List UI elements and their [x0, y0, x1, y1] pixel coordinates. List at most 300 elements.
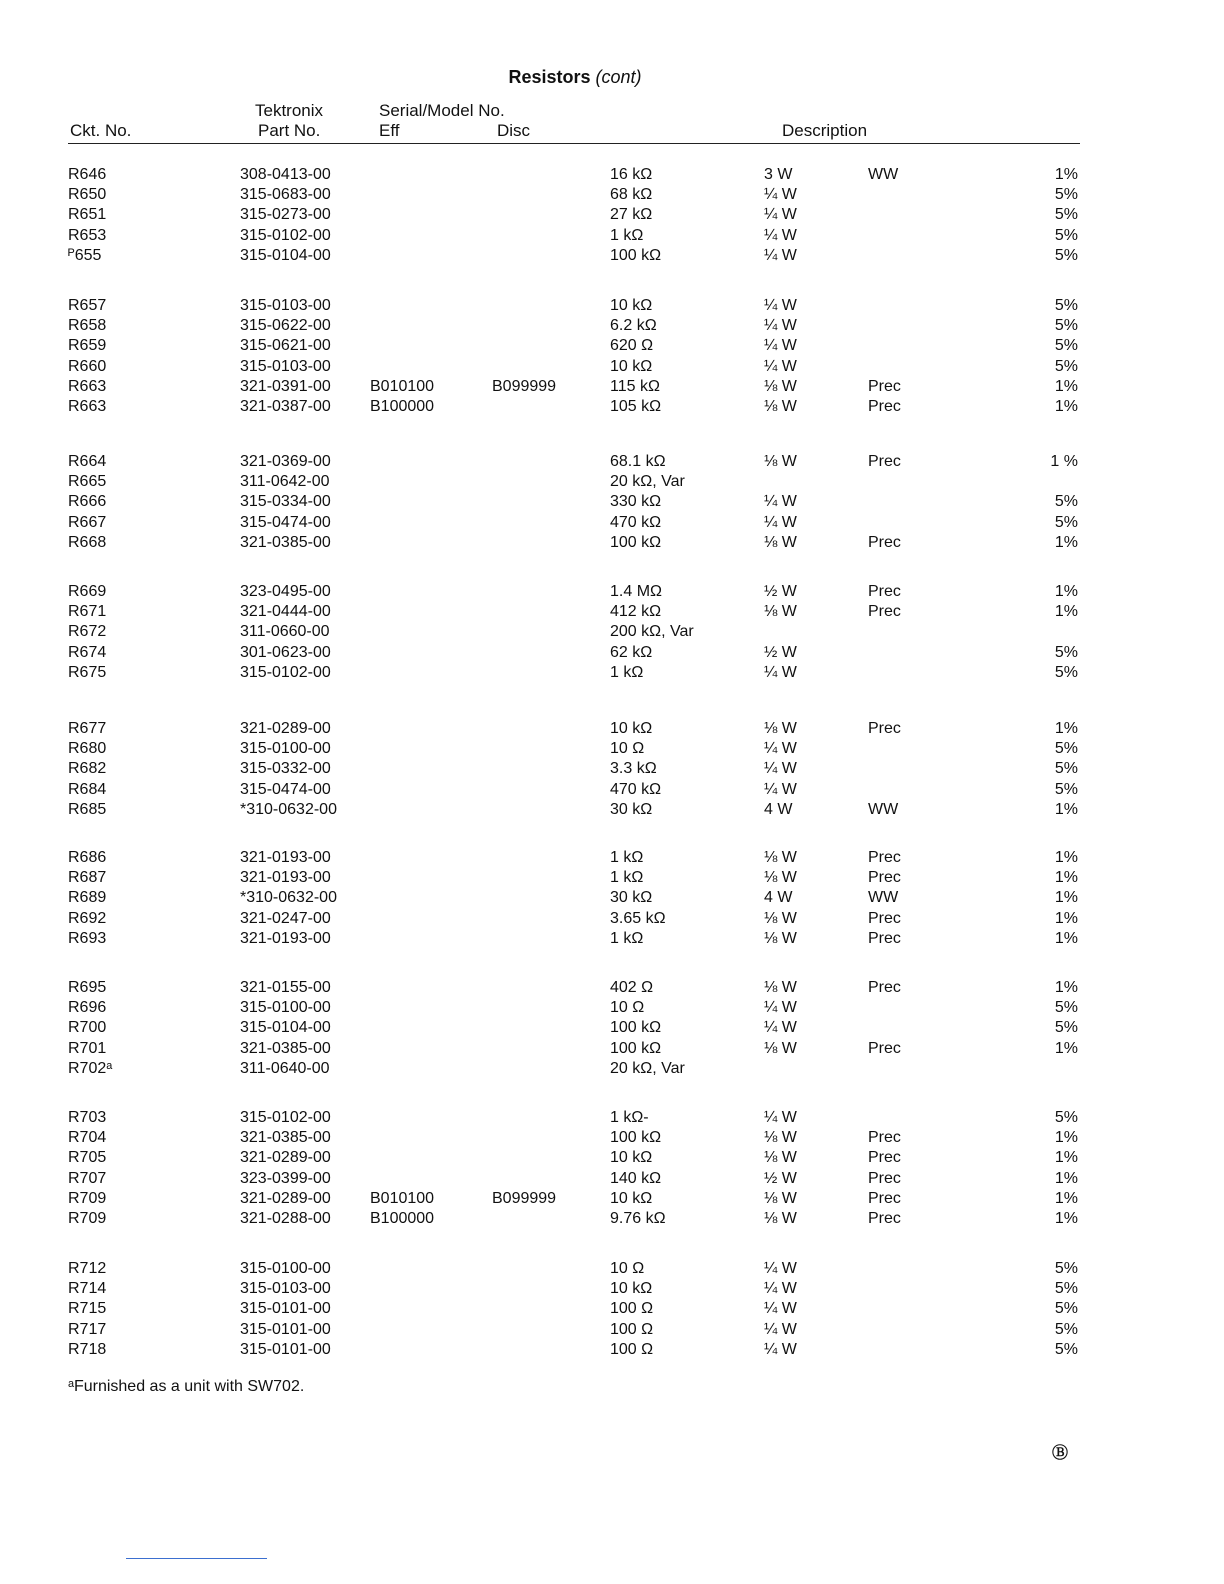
cell-tol: 5%	[1054, 1300, 1078, 1318]
table-row	[0, 739, 1224, 759]
cell-type: Prec	[868, 377, 901, 395]
cell-part: 321-0193-00	[240, 929, 331, 947]
cell-ckt: R675	[68, 663, 107, 681]
cell-tol: 5%	[1054, 780, 1078, 798]
cell-watt: ¼ W	[764, 317, 797, 335]
cell-part: 315-0103-00	[240, 1280, 331, 1298]
cell-tol: 1%	[1054, 800, 1078, 818]
cell-part: 321-0387-00	[240, 398, 331, 415]
table-row	[0, 165, 1224, 185]
cell-ckt: R665	[68, 473, 107, 491]
table-row	[0, 1209, 1224, 1229]
cell-tol: 5%	[1054, 1260, 1078, 1277]
cell-ckt: R709	[68, 1189, 107, 1207]
page-title	[0, 67, 1150, 88]
cell-watt: ⅛ W	[764, 453, 797, 470]
cell-value: 105 kΩ	[610, 398, 662, 415]
cell-part: 321-0289-00	[240, 1149, 331, 1167]
cell-watt: ¼ W	[764, 1260, 797, 1277]
cell-eff: B100000	[370, 1210, 435, 1227]
cell-value: 30 kΩ	[610, 800, 653, 818]
cell-tol: 1%	[1054, 1169, 1078, 1187]
cell-ckt: R658	[68, 317, 107, 335]
table-row	[0, 1108, 1224, 1128]
cell-part: 315-0332-00	[240, 760, 331, 778]
table-row	[0, 492, 1224, 512]
cell-eff: B010100	[370, 377, 435, 395]
cell-value: 100 kΩ	[610, 1039, 662, 1057]
cell-tol: 5%	[1054, 186, 1078, 204]
cell-tol: 1%	[1054, 1149, 1078, 1167]
cell-value: 100 kΩ	[610, 1019, 662, 1037]
cell-value: 10 kΩ	[610, 357, 653, 375]
cell-ckt: R689	[68, 889, 107, 907]
cell-watt: ⅛ W	[764, 533, 797, 551]
cell-value: 100 kΩ	[610, 533, 662, 551]
table-row	[0, 1340, 1224, 1360]
cell-tol: 1%	[1054, 849, 1078, 866]
cell-value: 10 kΩ	[610, 297, 653, 314]
cell-value: 100 Ω	[610, 1300, 654, 1318]
cell-part: 321-0385-00	[240, 1039, 331, 1057]
cell-tol: 1 %	[1050, 453, 1078, 470]
table-row	[0, 800, 1224, 820]
cell-value: 115 kΩ	[610, 377, 660, 395]
cell-watt: ½ W	[764, 643, 797, 661]
cell-value: 20 kΩ, Var	[610, 473, 685, 491]
cell-type: Prec	[868, 453, 901, 470]
table-row	[0, 1169, 1224, 1189]
cell-part: 315-0100-00	[240, 999, 331, 1017]
cell-ckt: R707	[68, 1169, 107, 1187]
cell-ckt: R663	[68, 398, 107, 415]
cell-ckt: R672	[68, 623, 107, 641]
cell-tol: 5%	[1054, 999, 1078, 1017]
table-row	[0, 978, 1224, 998]
cell-part: 315-0104-00	[240, 1019, 331, 1037]
cell-watt: ⅛ W	[764, 377, 797, 395]
table-row	[0, 780, 1224, 800]
header-description: Description	[782, 121, 868, 140]
header-eff: Eff	[379, 121, 400, 140]
cell-watt: ¼ W	[764, 663, 797, 681]
cell-watt: ¼ W	[764, 493, 797, 511]
cell-disc: B099999	[492, 377, 557, 395]
cell-type: Prec	[868, 1169, 901, 1187]
cell-part: 323-0399-00	[240, 1169, 331, 1187]
table-row	[0, 246, 1224, 266]
table-row	[0, 296, 1224, 316]
cell-watt: ¼ W	[764, 337, 797, 355]
cell-part: 321-0247-00	[240, 909, 331, 927]
cell-part: 315-0101-00	[240, 1300, 331, 1318]
cell-value: 6.2 kΩ	[610, 317, 657, 335]
cell-part: 321-0288-00	[240, 1210, 331, 1227]
cell-tol: 5%	[1054, 493, 1078, 511]
table-row	[0, 472, 1224, 492]
table-row	[0, 909, 1224, 929]
table-row	[0, 759, 1224, 779]
cell-tol: 5%	[1054, 643, 1078, 661]
table-row	[0, 1279, 1224, 1299]
cell-part: 321-0193-00	[240, 869, 331, 887]
header-rule	[68, 143, 1080, 144]
cell-tol: 1%	[1054, 398, 1078, 415]
cell-ckt: R677	[68, 720, 107, 737]
cell-watt: ½ W	[764, 1169, 797, 1187]
cell-tol: 1%	[1054, 720, 1078, 737]
cell-value: 140 kΩ	[610, 1169, 662, 1187]
cell-part: 321-0193-00	[240, 849, 331, 866]
table-row	[0, 357, 1224, 377]
cell-ckt: R651	[68, 206, 107, 224]
cell-watt: ¼ W	[764, 760, 797, 778]
cell-tol: 1%	[1054, 869, 1078, 887]
cell-ckt: R718	[68, 1340, 107, 1358]
header-tektronix: Tektronix	[255, 101, 324, 120]
cell-part: *310-0632-00	[240, 889, 337, 907]
cell-watt: ¼ W	[764, 1019, 797, 1037]
cell-part: 321-0155-00	[240, 979, 331, 996]
cell-part: 315-0273-00	[240, 206, 331, 224]
cell-ckt: R705	[68, 1149, 107, 1167]
table-row	[0, 533, 1224, 553]
cell-type: Prec	[868, 583, 901, 600]
cell-tol: 1%	[1054, 583, 1078, 600]
cell-ckt: R646	[68, 166, 107, 183]
cell-ckt: R696	[68, 999, 107, 1017]
cell-ckt: R693	[68, 929, 107, 947]
header-ckt-no: Ckt. No.	[70, 121, 132, 140]
cell-part: 311-0642-00	[240, 473, 330, 491]
cell-part: 311-0660-00	[240, 623, 330, 641]
cell-ckt: R682	[68, 760, 107, 778]
cell-value: 10 Ω	[610, 999, 645, 1017]
cell-type: Prec	[868, 1189, 901, 1207]
table-row	[0, 513, 1224, 533]
cell-ckt: R717	[68, 1320, 107, 1338]
cell-ckt: R701	[68, 1039, 107, 1057]
cell-watt: ½ W	[764, 583, 797, 600]
table-row	[0, 205, 1224, 225]
cell-value: 62 kΩ	[610, 643, 653, 661]
cell-ckt: R695	[68, 979, 107, 996]
cell-value: 1 kΩ	[610, 663, 644, 681]
cell-value: 68.1 kΩ	[610, 453, 666, 470]
cell-tol: 5%	[1054, 1280, 1078, 1298]
cell-type: Prec	[868, 869, 901, 887]
cell-ckt: R671	[68, 603, 107, 621]
cell-value: 330 kΩ	[610, 493, 662, 511]
header-disc: Disc	[497, 121, 531, 140]
cell-ckt: R666	[68, 493, 107, 511]
table-row	[0, 1259, 1224, 1279]
cell-watt: ⅛ W	[764, 720, 797, 737]
cell-watt: ⅛ W	[764, 1189, 797, 1207]
cell-watt: ¼ W	[764, 1320, 797, 1338]
cell-tol: 1%	[1054, 1129, 1078, 1147]
cell-tol: 5%	[1054, 337, 1078, 355]
cell-watt: ⅛ W	[764, 398, 797, 415]
cell-watt: ⅛ W	[764, 869, 797, 887]
cell-value: 100 kΩ	[610, 246, 662, 264]
cell-ckt: R657	[68, 297, 107, 314]
cell-ckt: R700	[68, 1019, 107, 1037]
cell-ckt: R684	[68, 780, 107, 798]
cell-value: 16 kΩ	[610, 166, 653, 183]
cell-watt: ¼ W	[764, 1300, 797, 1318]
cell-type: Prec	[868, 533, 901, 551]
footnote: ᵃFurnished as a unit with SW702.	[68, 1378, 305, 1395]
cell-part: 315-0102-00	[240, 663, 331, 681]
cell-ckt: R702ᵃ	[68, 1059, 113, 1077]
cell-tol: 5%	[1054, 246, 1078, 264]
cell-tol: 1%	[1054, 889, 1078, 907]
cell-value: 402 Ω	[610, 979, 654, 996]
cell-type: Prec	[868, 929, 901, 947]
cell-watt: ¼ W	[764, 740, 797, 758]
cell-value: 470 kΩ	[610, 513, 662, 531]
cell-ckt: R659	[68, 337, 107, 355]
cell-part: 315-0100-00	[240, 1260, 331, 1277]
cell-part: 315-0102-00	[240, 226, 331, 244]
cell-watt: 4 W	[764, 889, 793, 907]
cell-watt: ¼ W	[764, 1340, 797, 1358]
cell-ckt: R660	[68, 357, 107, 375]
cell-part: 315-0100-00	[240, 740, 331, 758]
cell-part: 315-0474-00	[240, 513, 331, 531]
cell-part: 315-0334-00	[240, 493, 331, 511]
cell-value: 10 kΩ	[610, 720, 653, 737]
cell-value: 68 kΩ	[610, 186, 653, 204]
cell-type: Prec	[868, 909, 901, 927]
cell-watt: ¼ W	[764, 1280, 797, 1298]
table-row	[0, 452, 1224, 472]
table-row	[0, 663, 1224, 683]
cell-part: 321-0385-00	[240, 533, 331, 551]
title-suffix: (cont)	[595, 67, 642, 87]
cell-part: 315-0101-00	[240, 1340, 331, 1358]
cell-type: Prec	[868, 1039, 901, 1057]
cell-disc: B099999	[492, 1189, 557, 1207]
cell-ckt: R664	[68, 453, 107, 470]
table-row	[0, 868, 1224, 888]
cell-part: 321-0391-00	[240, 377, 331, 395]
cell-watt: ¼ W	[764, 357, 797, 375]
cell-tol: 5%	[1054, 513, 1078, 531]
cell-ckt: ᴾ655	[68, 246, 102, 264]
cell-value: 470 kΩ	[610, 780, 662, 798]
cell-part: 301-0623-00	[240, 643, 331, 661]
cell-watt: ¼ W	[764, 513, 797, 531]
cell-type: Prec	[868, 1210, 901, 1227]
cell-part: 315-0622-00	[240, 317, 331, 335]
table-row	[0, 643, 1224, 663]
table-row	[0, 582, 1224, 602]
cell-value: 9.76 kΩ	[610, 1210, 666, 1227]
cell-watt: ¼ W	[764, 1109, 797, 1126]
cell-tol: 1%	[1054, 1210, 1078, 1227]
cell-watt: ⅛ W	[764, 979, 797, 996]
cell-tol: 5%	[1054, 357, 1078, 375]
cell-tol: 5%	[1054, 740, 1078, 758]
cell-value: 10 kΩ	[610, 1189, 653, 1207]
cell-tol: 5%	[1054, 297, 1078, 314]
cell-part: 321-0444-00	[240, 603, 331, 621]
cell-type: Prec	[868, 979, 901, 996]
revision-mark: Ⓑ	[1052, 1445, 1069, 1462]
cell-tol: 5%	[1054, 1109, 1078, 1126]
table-row	[0, 1299, 1224, 1319]
cell-tol: 5%	[1054, 317, 1078, 335]
cell-eff: B010100	[370, 1189, 435, 1207]
cell-value: 1.4 MΩ	[610, 583, 662, 600]
cell-ckt: R685	[68, 800, 107, 818]
table-row	[0, 1128, 1224, 1148]
cell-part: 315-0103-00	[240, 357, 331, 375]
cell-watt: 4 W	[764, 800, 793, 818]
cell-eff: B100000	[370, 398, 435, 415]
cell-part: 315-0474-00	[240, 780, 331, 798]
table-row	[0, 185, 1224, 205]
table-row	[0, 929, 1224, 949]
cell-value: 10 kΩ	[610, 1280, 653, 1298]
cell-ckt: R668	[68, 533, 107, 551]
cell-part: *310-0632-00	[240, 800, 337, 818]
cell-watt: ⅛ W	[764, 603, 797, 621]
table-row	[0, 998, 1224, 1018]
cell-ckt: R686	[68, 849, 107, 866]
cell-watt: ⅛ W	[764, 929, 797, 947]
cell-watt: ⅛ W	[764, 849, 797, 866]
cell-value: 3.65 kΩ	[610, 909, 666, 927]
cell-value: 10 Ω	[610, 740, 645, 758]
table-row	[0, 888, 1224, 908]
table-row	[0, 377, 1224, 397]
cell-type: Prec	[868, 1149, 901, 1167]
cell-tol: 1%	[1054, 979, 1078, 996]
cell-ckt: R704	[68, 1129, 107, 1147]
cell-value: 27 kΩ	[610, 206, 653, 224]
cell-watt: ⅛ W	[764, 1210, 797, 1227]
cell-ckt: R663	[68, 377, 107, 395]
cell-ckt: R692	[68, 909, 107, 927]
cell-ckt: R653	[68, 226, 107, 244]
header-serial-model: Serial/Model No.	[379, 101, 505, 120]
divider-line	[126, 1558, 267, 1559]
cell-part: 321-0289-00	[240, 1189, 331, 1207]
cell-watt: ¼ W	[764, 297, 797, 314]
cell-part: 311-0640-00	[240, 1059, 330, 1077]
cell-value: 20 kΩ, Var	[610, 1059, 685, 1077]
table-row	[0, 1189, 1224, 1209]
cell-part: 315-0101-00	[240, 1320, 331, 1338]
cell-tol: 1%	[1054, 377, 1078, 395]
cell-type: Prec	[868, 1129, 901, 1147]
cell-watt: ⅛ W	[764, 1039, 797, 1057]
cell-watt: ⅛ W	[764, 1149, 797, 1167]
cell-watt: ¼ W	[764, 226, 797, 244]
cell-tol: 1%	[1054, 1039, 1078, 1057]
cell-part: 315-0102-00	[240, 1109, 331, 1126]
table-row	[0, 1018, 1224, 1038]
cell-part: 315-0683-00	[240, 186, 331, 204]
title-main: Resistors	[508, 67, 591, 87]
cell-ckt: R669	[68, 583, 107, 600]
cell-tol: 1%	[1054, 533, 1078, 551]
cell-value: 1 kΩ	[610, 849, 644, 866]
cell-value: 3.3 kΩ	[610, 760, 657, 778]
table-row	[0, 226, 1224, 246]
cell-type: Prec	[868, 720, 901, 737]
table-row	[0, 848, 1224, 868]
cell-tol: 5%	[1054, 226, 1078, 244]
cell-ckt: R667	[68, 513, 107, 531]
cell-watt: ¼ W	[764, 246, 797, 264]
cell-value: 1 kΩ	[610, 869, 644, 887]
table-row	[0, 397, 1224, 417]
table-row	[0, 1320, 1224, 1340]
table-row	[0, 336, 1224, 356]
cell-watt: ¼ W	[764, 206, 797, 224]
cell-tol: 1%	[1054, 1189, 1078, 1207]
table-row	[0, 622, 1224, 642]
cell-part: 315-0103-00	[240, 297, 331, 314]
cell-type: Prec	[868, 398, 901, 415]
cell-type: Prec	[868, 603, 901, 621]
cell-watt: ⅛ W	[764, 1129, 797, 1147]
cell-ckt: R650	[68, 186, 107, 204]
cell-watt: ¼ W	[764, 780, 797, 798]
cell-tol: 5%	[1054, 760, 1078, 778]
cell-ckt: R714	[68, 1280, 107, 1298]
header-part-no: Part No.	[258, 121, 321, 140]
cell-tol: 5%	[1054, 1320, 1078, 1338]
cell-ckt: R712	[68, 1260, 107, 1277]
cell-tol: 5%	[1054, 1340, 1078, 1358]
cell-value: 620 Ω	[610, 337, 654, 355]
cell-tol: 1%	[1054, 909, 1078, 927]
cell-part: 315-0621-00	[240, 337, 331, 355]
cell-part: 321-0385-00	[240, 1129, 331, 1147]
cell-type: WW	[868, 800, 899, 818]
cell-ckt: R715	[68, 1300, 107, 1318]
cell-type: WW	[868, 889, 899, 907]
cell-value: 1 kΩ	[610, 226, 644, 244]
cell-value: 100 Ω	[610, 1340, 654, 1358]
cell-ckt: R680	[68, 740, 107, 758]
table-row	[0, 719, 1224, 739]
table-row	[0, 602, 1224, 622]
cell-value: 10 Ω	[610, 1260, 645, 1277]
table-row	[0, 316, 1224, 336]
cell-value: 100 Ω	[610, 1320, 654, 1338]
cell-value: 1 kΩ-	[610, 1109, 649, 1126]
table-row	[0, 1059, 1224, 1079]
cell-part: 308-0413-00	[240, 166, 331, 183]
cell-tol: 5%	[1054, 206, 1078, 224]
table-row	[0, 1148, 1224, 1168]
cell-watt: ¼ W	[764, 186, 797, 204]
cell-ckt: R703	[68, 1109, 107, 1126]
cell-part: 321-0289-00	[240, 720, 331, 737]
cell-watt: 3 W	[764, 166, 793, 183]
cell-tol: 5%	[1054, 1019, 1078, 1037]
cell-tol: 5%	[1054, 663, 1078, 681]
cell-value: 10 kΩ	[610, 1149, 653, 1167]
cell-value: 30 kΩ	[610, 889, 653, 907]
cell-tol: 1%	[1054, 166, 1078, 183]
